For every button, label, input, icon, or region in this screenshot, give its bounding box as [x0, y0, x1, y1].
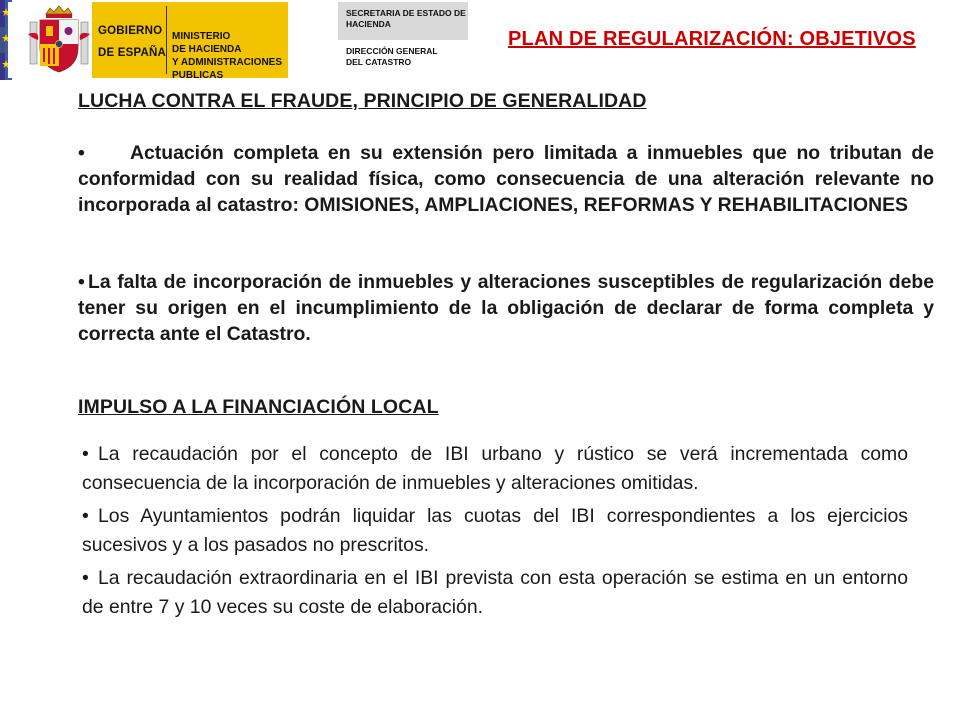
bullet-actuacion [78, 140, 934, 218]
logo-divider [166, 6, 167, 74]
list-item [82, 440, 908, 498]
section-heading-financiacion: IMPULSO A LA FINANCIACIÓN LOCAL [78, 396, 439, 418]
bullet-falta-incorporacion [78, 269, 934, 347]
bullet-text: La falta de incorporación de inmuebles y alteraciones susceptibles de regularización debe tener su origen en el incumplimiento de la obligación de declarar de forma completa y correcta ante el Catastro. [78, 271, 934, 345]
section-heading-fraude: LUCHA CONTRA EL FRAUDE, PRINCIPIO DE GENERALIDAD [78, 90, 647, 112]
bullet-text: Actuación completa en su extensión pero limitada a inmuebles que no tributan de conformidad con su realidad física, como consecuencia de una alteración relevante no incorporada al catastro: OMISIONES, AMPLIACIONES, REFORMAS Y REHABILITACIONES [78, 142, 934, 216]
direccion-label: DIRECCIÓN GENERAL DEL CATASTRO [346, 46, 438, 67]
list-item-text: La recaudación por el concepto de IBI urbano y rústico se verá incrementada como consecuencia de la incorporación de inmuebles y alteraciones omitidas. [82, 443, 908, 494]
coat-of-arms-icon [24, 4, 94, 76]
list-item-text: Los Ayuntamientos podrán liquidar las cuotas del IBI correspondientes a los ejercicios sucesivos y a los pasados no prescritos. [82, 505, 908, 556]
bullet-icon: • [82, 443, 89, 465]
bullet-icon: • [78, 142, 85, 164]
gobierno-label: GOBIERNO DE ESPAÑA [98, 25, 167, 59]
secretaria-label: SECRETARIA DE ESTADO DE HACIENDA [346, 8, 466, 29]
government-logo-block [8, 2, 288, 81]
financiacion-list [82, 440, 908, 626]
bullet-icon: • [78, 271, 85, 293]
bullet-icon: • [82, 505, 89, 527]
list-item [82, 502, 908, 560]
list-item-text: La recaudación extraordinaria en el IBI prevista con esta operación se estima en un entorno de entre 7 y 10 veces su coste de elaboración. [82, 567, 908, 618]
list-item [82, 564, 908, 622]
header-banner [0, 0, 960, 80]
bullet-icon: • [82, 567, 89, 589]
ministerio-label: MINISTERIO DE HACIENDA Y ADMINISTRACIONES PUBLICAS [172, 31, 283, 81]
page-title: PLAN DE REGULARIZACIÓN: OBJETIVOS [508, 28, 916, 50]
